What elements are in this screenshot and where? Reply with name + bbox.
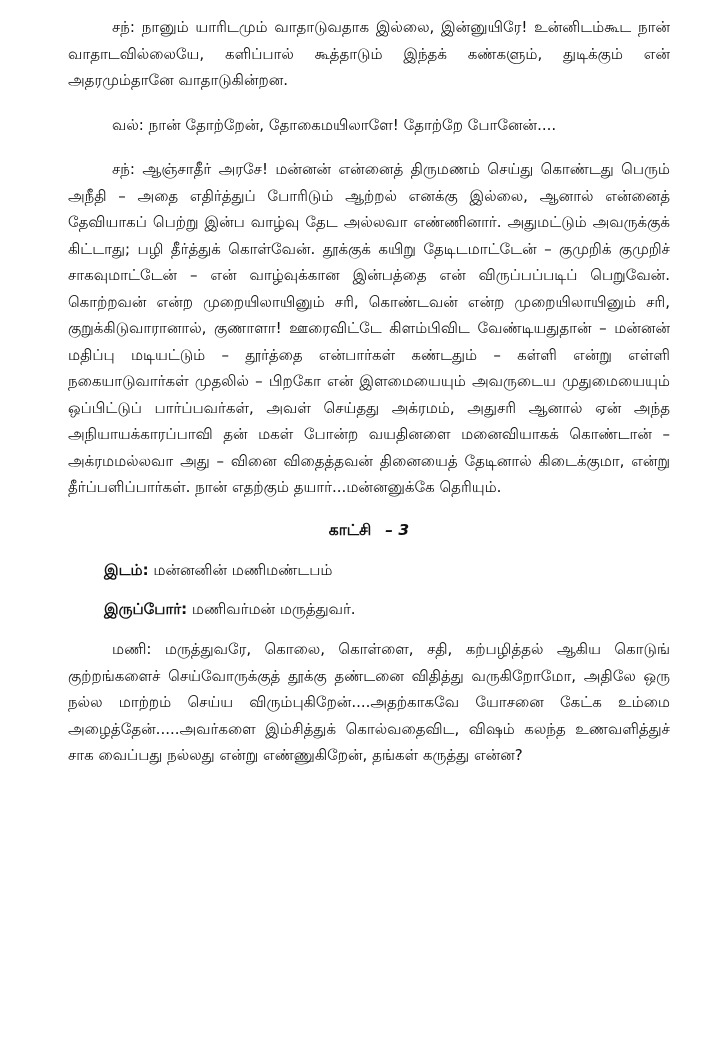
- present-label: இருப்போர்:: [104, 599, 188, 618]
- dialogue-paragraph: [68, 14, 670, 94]
- place-label: இடம்:: [104, 561, 149, 579]
- dialogue-paragraph: [68, 112, 670, 139]
- scene-heading: [68, 517, 670, 544]
- speaker-label: சந்:: [112, 18, 135, 36]
- dialogue-paragraph: [68, 156, 670, 501]
- present-line: [68, 596, 670, 623]
- dialogue-text: நானும் யாரிடமும் வாதாடுவதாக இல்லை, இன்னுயிரே! உன்னிடம்கூட நான் வாதாடவில்லையே, களிப்பால் கூத்தாடும் இந்தக் கண்களும், துடிக்கும் என் அதரமும்தானே வாதாடுகின்றன.: [68, 18, 670, 89]
- scene-number: – 3: [385, 520, 410, 539]
- dialogue-text: மருத்துவரே, கொலை, கொள்ளை, சதி, கற்பழித்தல் ஆகிய கொடுங் குற்றங்களைச் செய்வோருக்குத் தூக்கு தண்டனை விதித்து வருகிறோமோ, அதிலே ஒரு நல்ல மாற்றம் செய்ய விரும்புகிறேன்....அதற்காகவே யோசனை கேட்க உம்மை அழைத்தேன்.....அவர்களை இம்சித்துக் கொல்வதைவிட, விஷம் கலந்த உணவளித்துச் சாக வைப்பது நல்லது என்று எண்ணுகிறேன், தங்கள் கருத்து என்ன?: [68, 640, 670, 764]
- speaker-label: வல்:: [112, 115, 144, 134]
- present-value: மணிவர்மன் மருத்துவர்.: [187, 599, 356, 618]
- place-line: [68, 557, 670, 584]
- dialogue-text: ஆஞ்சாதீர் அரசே! மன்னன் என்னைத் திருமணம் செய்து கொண்டது பெரும் அநீதி – அதை எதிர்த்துப் போரிடும் ஆற்றல் எனக்கு இல்லை, ஆனால் என்னைத் தேவியாகப் பெற்று இன்ப வாழ்வு தேட அல்லவா எண்ணினார். அதுமட்டும் அவருக்குக் கிட்டாது; பழி தீர்த்துக் கொள்வேன். தூக்குக் கயிறு தேடிடமாட்டேன் – குமுறிக் குமுறிச் சாகவுமாட்டேன் – என் வாழ்வுக்கான இன்பத்தை என் விருப்பப்படிப் பெறுவேன். கொற்றவன் என்ற முறையிலாயினும் சரி, கொண்டவன் என்ற முறையிலாயினும் சரி, குறுக்கிடுவாரானால், குணாளா! ஊரைவிட்டே கிளம்பிவிட வேண்டியதுதான் – மன்னன் மதிப்பு மடியட்டும் – தூர்த்தை என்பார்கள் கண்டதும் – கள்ளி என்று எள்ளி நகையாடுவார்கள் முதலில் – பிறகோ என் இளமையையும் அவருடைய முதுமையையும் ஒப்பிட்டுப் பார்ப்பவர்கள், அவள் செய்தது அக்ரமம், அதுசரி ஆனால் ஏன் அந்த அநியாயக்காரப்பாவி தன் மகள் போன்ற வயதினளை மனைவியாகக் கொண்டான் – அக்ரமமல்லவா அது – வினை விதைத்தவன் தினையைத் தேடினால் கிடைக்குமா, என்று தீர்ப்பளிப்பார்கள். நான் எதற்கும் தயார்...மன்னனுக்கே தெரியும்.: [68, 160, 670, 496]
- dialogue-text: நான் தோற்றேன், தோகைமயிலாளே! தோற்றே போனேன்....: [143, 115, 557, 134]
- document-page: [68, 14, 670, 769]
- speaker-label: சந்:: [112, 160, 135, 178]
- place-value: மன்னனின் மணிமண்டபம்: [148, 561, 333, 579]
- scene-title: காட்சி: [328, 520, 372, 539]
- speaker-label: மணி:: [112, 640, 152, 658]
- dialogue-paragraph: [68, 636, 670, 769]
